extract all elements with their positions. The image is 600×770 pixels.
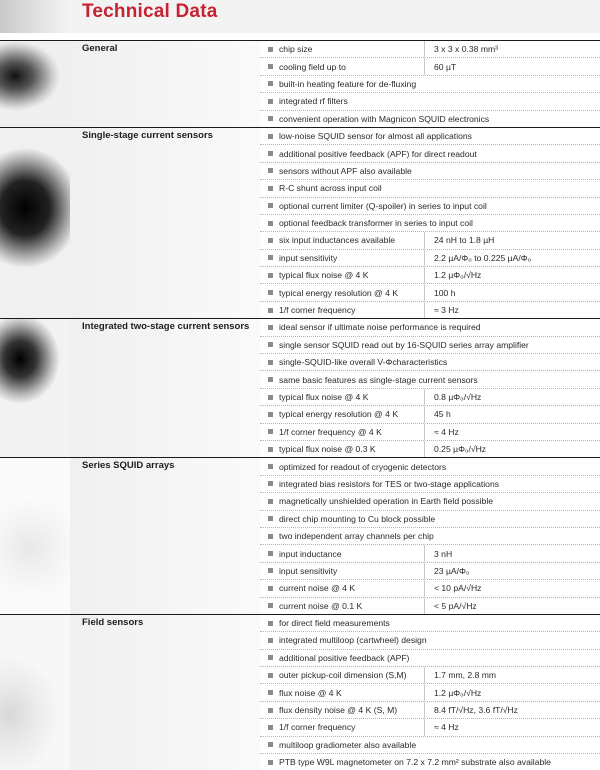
section-title: Field sensors: [82, 616, 144, 628]
spec-label: flux density noise @ 4 K (S, M): [279, 705, 398, 716]
spec-list: [260, 128, 600, 318]
square-bullet-icon: [268, 412, 273, 417]
spec-row: [260, 719, 600, 736]
spec-label: typical flux noise @ 4 K: [279, 392, 369, 402]
decorative-image-strip: [0, 458, 70, 614]
square-bullet-icon: [268, 638, 273, 643]
spec-row: [260, 458, 600, 475]
spec-label: optional feedback transformer in series to input coil: [279, 218, 473, 229]
spec-row: [260, 76, 600, 93]
spec-label: direct chip mounting to Cu block possible: [279, 513, 436, 524]
spec-label: 1/f corner frequency: [279, 305, 356, 316]
spec-row: [260, 302, 600, 318]
spec-value: 23 µA/Φ₀: [424, 563, 469, 579]
spec-label: ideal sensor if ultimate noise performance is required: [279, 322, 481, 333]
spec-label: cooling field up to: [279, 61, 346, 72]
spec-label: additional positive feedback (APF): [279, 652, 410, 663]
spec-row: [260, 650, 600, 667]
spec-label: input sensitivity: [279, 252, 338, 263]
spec-row: [260, 684, 600, 701]
spec-value: ≈ 4 Hz: [424, 719, 459, 735]
spec-row: [260, 441, 600, 457]
spec-row: [260, 754, 600, 770]
square-bullet-icon: [268, 447, 273, 452]
section-title: General: [82, 43, 118, 54]
spec-row: [260, 389, 600, 406]
square-bullet-icon: [268, 360, 273, 365]
spec-row: [260, 667, 600, 684]
spec-row: [260, 528, 600, 545]
square-bullet-icon: [268, 377, 273, 382]
spec-label: optimized for readout of cryogenic detectors: [279, 461, 447, 472]
section-general: [0, 40, 600, 127]
square-bullet-icon: [268, 116, 273, 121]
header-band: [0, 0, 600, 33]
spec-row: [260, 737, 600, 754]
square-bullet-icon: [268, 325, 273, 330]
spec-value: 100 h: [424, 284, 456, 300]
spec-label: input sensitivity: [279, 565, 338, 576]
spec-label: single sensor SQUID read out by 16-SQUID series array amplifier: [279, 339, 529, 350]
square-bullet-icon: [268, 568, 273, 573]
spec-row: [260, 632, 600, 649]
spec-label: magnetically unshielded operation in Earth field possible: [279, 496, 494, 507]
square-bullet-icon: [268, 655, 273, 660]
square-bullet-icon: [268, 342, 273, 347]
spec-row: [260, 615, 600, 632]
section-label-column: [70, 41, 260, 127]
square-bullet-icon: [268, 395, 273, 400]
section-series-squid-arrays: [0, 457, 600, 614]
spec-label: typical flux noise @ 4 K: [279, 270, 369, 281]
square-bullet-icon: [268, 290, 273, 295]
spec-row: [260, 354, 600, 371]
section-title: Series SQUID arrays: [82, 460, 175, 472]
square-bullet-icon: [268, 255, 273, 260]
spec-row: [260, 545, 600, 562]
square-bullet-icon: [268, 429, 273, 434]
spec-value: ≈ 3 Hz: [424, 302, 459, 318]
spec-row: [260, 58, 600, 75]
square-bullet-icon: [268, 534, 273, 539]
spec-value: 0.25 µΦ₀/√Hz: [424, 441, 486, 457]
decorative-image-strip: [0, 319, 70, 457]
spec-row: [260, 198, 600, 215]
decorative-image-strip: [0, 615, 70, 770]
spec-row: [260, 93, 600, 110]
square-bullet-icon: [268, 203, 273, 208]
spec-value: ≈ 4 Hz: [424, 424, 459, 440]
square-bullet-icon: [268, 725, 273, 730]
spec-row: [260, 41, 600, 58]
spec-label: six input inductances available: [279, 235, 396, 246]
section-title: Integrated two-stage current sensors: [82, 321, 250, 333]
spec-label: optional current limiter (Q-spoiler) in series to input coil: [279, 200, 487, 211]
square-bullet-icon: [268, 742, 273, 747]
spec-value: 24 nH to 1.8 µH: [424, 232, 494, 248]
spec-label: R-C shunt across input coil: [279, 183, 382, 194]
technical-data-table: [0, 40, 600, 770]
spec-value: 1.2 µΦ₀/√Hz: [424, 267, 481, 283]
spec-row: [260, 702, 600, 719]
decorative-image-strip: [0, 128, 70, 318]
spec-value: 45 h: [424, 406, 451, 422]
spec-value: 60 µT: [424, 58, 456, 74]
spec-value: 1.7 mm, 2.8 mm: [424, 667, 496, 683]
spec-list: [260, 319, 600, 457]
spec-label: outer pickup-coil dimension (S,M): [279, 670, 407, 681]
square-bullet-icon: [268, 708, 273, 713]
spec-row: [260, 128, 600, 145]
spec-label: PTB type W9L magnetometer on 7.2 x 7.2 mm² substrate also available: [279, 757, 551, 768]
spec-list: [260, 41, 600, 127]
section-integrated-two-stage-current-sensors: [0, 318, 600, 457]
spec-value: 1.2 µΦ₀/√Hz: [424, 684, 481, 700]
spec-label: typical flux noise @ 0.3 K: [279, 444, 376, 455]
spec-row: [260, 493, 600, 510]
square-bullet-icon: [268, 47, 273, 52]
section-title: Single-stage current sensors: [82, 129, 213, 141]
square-bullet-icon: [268, 64, 273, 69]
section-label-column: [70, 128, 260, 318]
square-bullet-icon: [268, 464, 273, 469]
square-bullet-icon: [268, 516, 273, 521]
spec-label: input inductance: [279, 548, 342, 559]
spec-row: [260, 337, 600, 354]
spec-value: < 5 pA/√Hz: [424, 598, 477, 614]
spec-row: [260, 476, 600, 493]
spec-label: current noise @ 4 K: [279, 583, 356, 594]
square-bullet-icon: [268, 481, 273, 486]
square-bullet-icon: [268, 221, 273, 226]
spec-label: chip size: [279, 44, 313, 55]
spec-label: built-in heating feature for de-fluxing: [279, 78, 417, 89]
section-label-column: [70, 615, 260, 770]
spec-value: 8.4 fT/√Hz, 3.6 fT/√Hz: [424, 702, 518, 718]
square-bullet-icon: [268, 308, 273, 313]
spec-row: [260, 371, 600, 388]
square-bullet-icon: [268, 273, 273, 278]
section-field-sensors: [0, 614, 600, 770]
spec-row: [260, 598, 600, 614]
square-bullet-icon: [268, 238, 273, 243]
square-bullet-icon: [268, 168, 273, 173]
spec-label: integrated bias resistors for TES or two-stage applications: [279, 478, 500, 489]
square-bullet-icon: [268, 81, 273, 86]
spec-row: [260, 145, 600, 162]
spec-row: [260, 563, 600, 580]
spec-label: same basic features as single-stage current sensors: [279, 374, 478, 385]
spec-row: [260, 267, 600, 284]
spec-label: current noise @ 0.1 K: [279, 600, 363, 611]
spec-label: multiloop gradiometer also available: [279, 739, 417, 750]
page-title: Technical Data: [82, 1, 218, 22]
spec-value: 0.8 µΦ₀/√Hz: [424, 389, 481, 405]
square-bullet-icon: [268, 151, 273, 156]
square-bullet-icon: [268, 551, 273, 556]
square-bullet-icon: [268, 186, 273, 191]
spec-value: 3 nH: [424, 545, 452, 561]
spec-row: [260, 424, 600, 441]
spec-label: low-noise SQUID sensor for almost all applications: [279, 131, 472, 142]
spec-row: [260, 111, 600, 127]
spec-row: [260, 232, 600, 249]
square-bullet-icon: [268, 134, 273, 139]
spec-row: [260, 215, 600, 232]
spec-label: 1/f corner frequency @ 4 K: [279, 426, 382, 437]
spec-row: [260, 319, 600, 336]
square-bullet-icon: [268, 760, 273, 765]
spec-row: [260, 284, 600, 301]
square-bullet-icon: [268, 99, 273, 104]
spec-row: [260, 163, 600, 180]
spec-row: [260, 180, 600, 197]
spec-label: single-SQUID-like overall V-Φcharacteristics: [279, 357, 448, 368]
spec-value: 3 x 3 x 0.38 mm³: [424, 41, 498, 57]
spec-row: [260, 580, 600, 597]
spec-label: sensors without APF also available: [279, 165, 412, 176]
spec-label: for direct field measurements: [279, 618, 390, 629]
section-label-column: [70, 458, 260, 614]
spec-label: typical energy resolution @ 4 K: [279, 409, 399, 420]
spec-label: convenient operation with Magnicon SQUID electronics: [279, 113, 490, 124]
section-single-stage-current-sensors: [0, 127, 600, 318]
square-bullet-icon: [268, 603, 273, 608]
square-bullet-icon: [268, 499, 273, 504]
spec-row: [260, 406, 600, 423]
spec-label: typical energy resolution @ 4 K: [279, 287, 399, 298]
spec-label: two independent array channels per chip: [279, 531, 434, 542]
decorative-image-strip: [0, 41, 70, 127]
square-bullet-icon: [268, 673, 273, 678]
square-bullet-icon: [268, 690, 273, 695]
spec-label: integrated rf filters: [279, 96, 348, 107]
spec-value: < 10 pA/√Hz: [424, 580, 481, 596]
spec-label: integrated multiloop (cartwheel) design: [279, 635, 427, 646]
spec-list: [260, 458, 600, 614]
spec-label: flux noise @ 4 K: [279, 687, 342, 698]
spec-label: additional positive feedback (APF) for direct readout: [279, 148, 477, 159]
spec-label: 1/f corner frequency: [279, 722, 356, 733]
section-label-column: [70, 319, 260, 457]
spec-value: 2.2 µA/Φ₀ to 0.225 µA/Φ₀: [424, 250, 531, 266]
spec-row: [260, 250, 600, 267]
header-gradient-stripe: [0, 0, 70, 33]
spec-row: [260, 511, 600, 528]
square-bullet-icon: [268, 621, 273, 626]
square-bullet-icon: [268, 586, 273, 591]
spec-list: [260, 615, 600, 770]
